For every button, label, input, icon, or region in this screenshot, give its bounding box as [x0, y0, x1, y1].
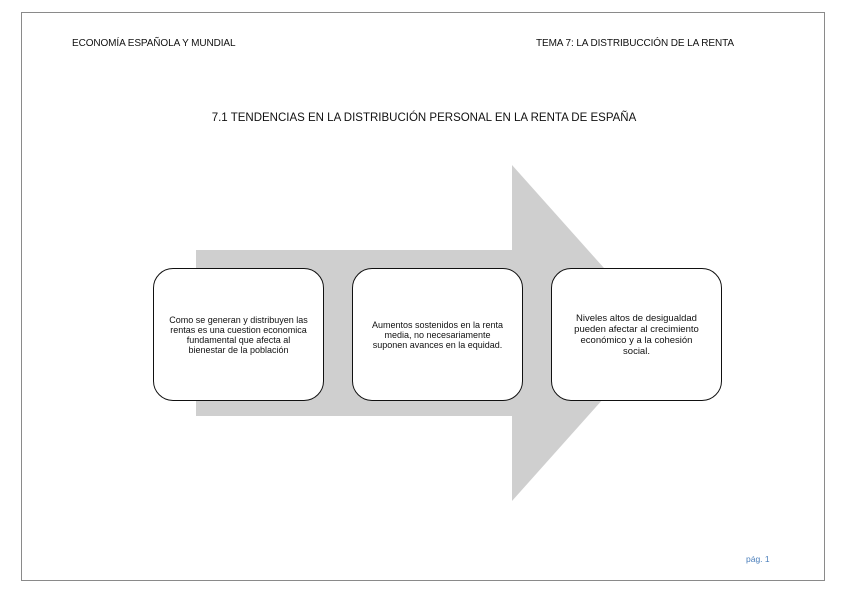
section-title: 7.1 TENDENCIAS EN LA DISTRIBUCIÓN PERSONAL EN LA RENTA DE ESPAÑA: [211, 112, 637, 124]
process-step-1-text: Como se generan y distribuyen las rentas es una cuestion economica fundamental que afecta al bienestar de la población: [169, 314, 308, 355]
page-number: pág. 1: [746, 554, 770, 564]
header-left: ECONOMÍA ESPAÑOLA Y MUNDIAL: [72, 38, 236, 49]
process-step-2: [352, 268, 523, 401]
process-step-3-text: Niveles altos de desigualdad pueden afectar al crecimiento económico y a la cohesión social.: [574, 312, 699, 357]
document-page: [21, 12, 825, 581]
process-step-1: [153, 268, 324, 401]
process-step-2-text: Aumentos sostenidos en la renta media, no necesariamente suponen avances en la equidad.: [371, 319, 504, 350]
header-right: TEMA 7: LA DISTRIBUCCIÓN DE LA RENTA: [536, 38, 734, 49]
process-step-3: [551, 268, 722, 401]
